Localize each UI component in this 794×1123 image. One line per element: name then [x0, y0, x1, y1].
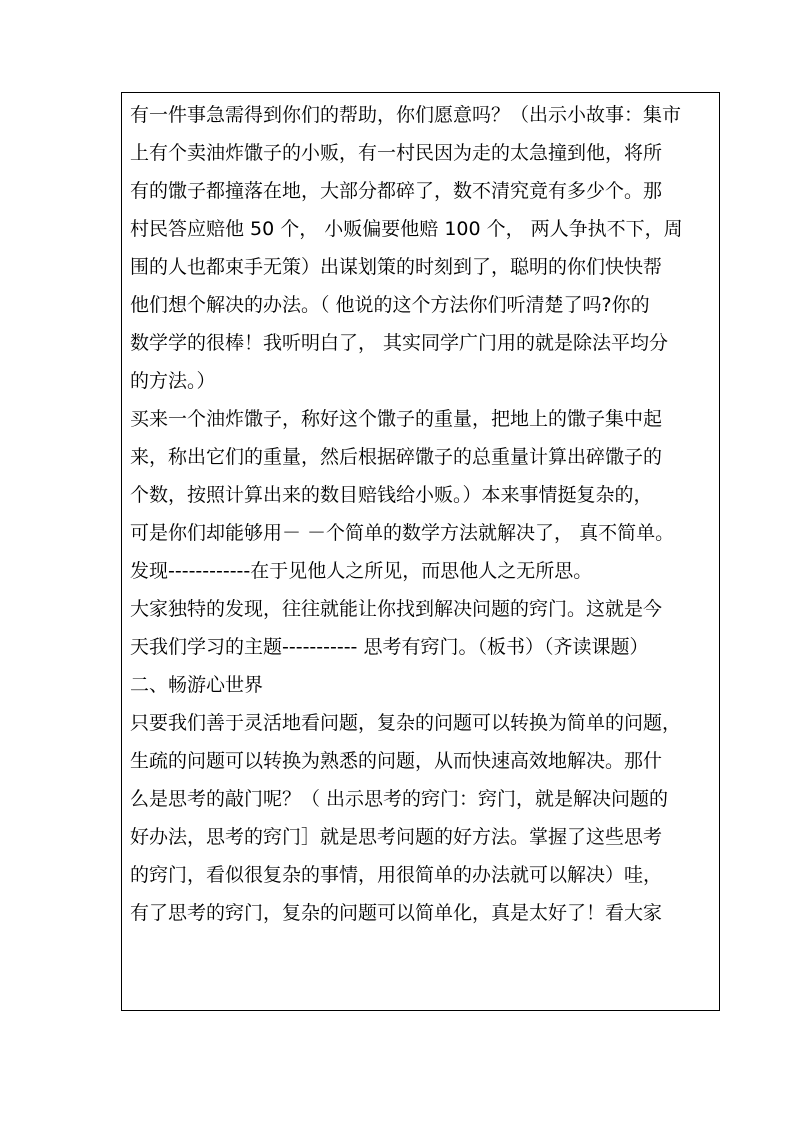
- text-line: 村民答应赔他 50 个， 小贩偏要他赔 100 个， 两人争执不下，周: [130, 218, 683, 240]
- text-line: 来，称出它们的重量，然后根据碎馓子的总重量计算出碎馓子的: [130, 446, 663, 468]
- text-line: 大家独特的发现，往往就能让你找到解决问题的窍门。这就是今: [130, 598, 663, 620]
- text-line: 可是你们却能够用－ －个简单的数学方法就解决了， 真不简单。: [130, 522, 675, 544]
- text-line: 数学学的很棒！我听明白了， 其实同学广门用的就是除法平均分: [130, 332, 669, 354]
- text-line: 的窍门，看似很复杂的事情，用很简单的办法就可以解决）哇，: [130, 864, 663, 886]
- text-line: 有了思考的窍门，复杂的问题可以简单化，真是太好了！看大家: [130, 902, 663, 924]
- text-line: 围的人也都束手无策）出谋划策的时刻到了，聪明的你们快快帮: [130, 256, 663, 278]
- text-line: 个数，按照计算出来的数目赔钱给小贩。）本来事情挺复杂的，: [130, 484, 653, 506]
- text-line: 买来一个油炸馓子，称好这个馓子的重量，把地上的馓子集中起: [130, 408, 663, 430]
- text-line: 发现------------在于见他人之所见，而思他人之无所思。: [130, 560, 593, 582]
- text-line: 生疏的问题可以转换为熟悉的问题，从而快速高效地解决。那什: [130, 750, 663, 772]
- text-line: 有一件事急需得到你们的帮助，你们愿意吗？（出示小故事：集市: [130, 104, 682, 126]
- text-line: 只要我们善于灵活地看问题，复杂的问题可以转换为简单的问题，: [130, 712, 682, 734]
- text-line: 他们想个解决的办法。（ 他说的这个方法你们听清楚了吗?你的: [130, 294, 650, 316]
- text-line: 的方法。）: [130, 370, 216, 392]
- text-line: 天我们学习的主题----------- 思考有窍门。（板书）（齐读课题）: [130, 636, 649, 658]
- text-line: 么是思考的敲门呢？（ 出示思考的窍门：窍门，就是解决问题的: [130, 788, 669, 810]
- text-line: 有的馓子都撞落在地，大部分都碎了，数不清究竟有多少个。那: [130, 180, 663, 202]
- text-line: 上有个卖油炸馓子的小贩，有一村民因为走的太急撞到他，将所: [130, 142, 663, 164]
- section-heading: 二、畅游心世界: [130, 674, 264, 696]
- text-line: 好办法，思考的窍门］就是思考问题的好方法。掌握了这些思考: [130, 826, 663, 848]
